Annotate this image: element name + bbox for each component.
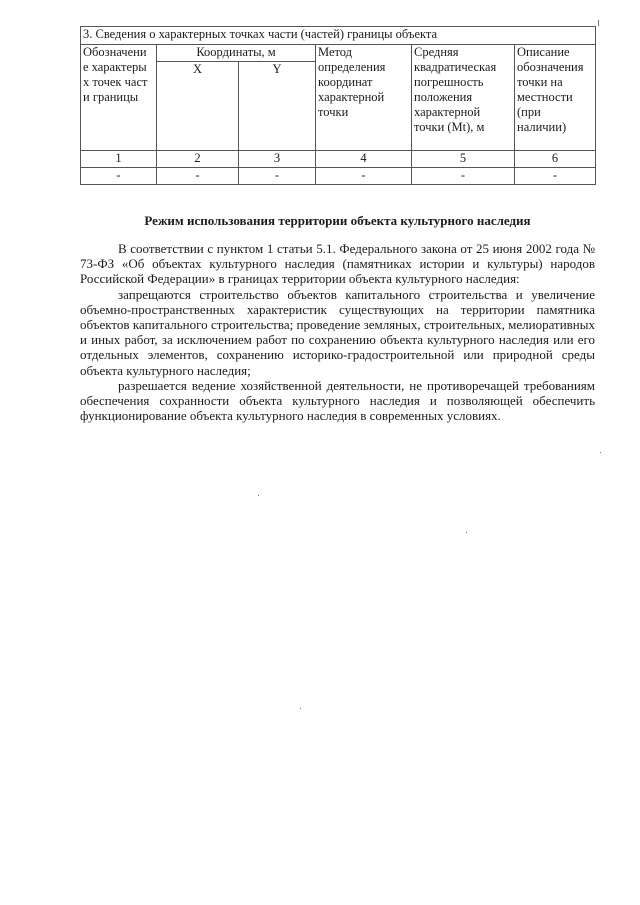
body-text: [80, 241, 595, 423]
column-number: 6: [515, 151, 596, 168]
empty-cell: -: [239, 168, 316, 185]
header-error: Средняя квадратическая погрешность положения характерной точки (Mt), м: [412, 45, 515, 151]
paragraph-intro: В соответствии с пунктом 1 статьи 5.1. Федерального закона от 25 июня 2002 года № 73-ФЗ «Об объектах культурного наследия (памятниках истории и культуры) народов Российской Федерации» в границах территории объекта культурного наследия:: [80, 241, 595, 287]
header-designation: Обозначени е характеры х точек части границы: [81, 45, 157, 151]
paragraph-prohibitions: запрещаются строительство объектов капитального строительства и увеличение объемно-пространственных характеристик существующих на территории памятника объектов капитального строительства; проведение земляных, строительных, мелиоративных и иных работ, за исключением работ по сохранению объекта культурного наследия или его отдельных элементов, сохранению историко-градостроительной или природной среды объекта культурного наследия;: [80, 286, 595, 378]
scan-speck: [258, 495, 259, 496]
empty-cell: -: [316, 168, 412, 185]
scan-speck: [598, 20, 599, 26]
column-number: 2: [157, 151, 239, 168]
paragraph-permissions: разрешается ведение хозяйственной деятельности, не противоречащей требованиям обеспечения сохранности объекта культурного наследия и позволяющей обеспечить функционирование объекта культурного наследия в современных условиях.: [80, 377, 595, 424]
header-coordinates: Координаты, м: [157, 45, 316, 62]
column-number: 3: [239, 151, 316, 168]
empty-cell: -: [81, 168, 157, 185]
empty-cell: -: [412, 168, 515, 185]
header-y: Y: [239, 62, 316, 151]
empty-cell: -: [157, 168, 239, 185]
header-description: Описание обозначения точки на местности (при наличии): [515, 45, 596, 151]
table-section-title: 3. Сведения о характерных точках части (частей) границы объекта: [81, 27, 596, 45]
scan-speck: [466, 532, 467, 533]
table-row: [81, 151, 596, 168]
scan-speck: [300, 708, 301, 709]
section-heading: Режим использования территории объекта культурного наследия: [144, 213, 531, 228]
empty-cell: -: [515, 168, 596, 185]
scan-speck: [600, 452, 601, 453]
column-number: 4: [316, 151, 412, 168]
characteristic-points-table: [80, 26, 596, 185]
header-x: X: [157, 62, 239, 151]
table-row: [81, 168, 596, 185]
column-number: 5: [412, 151, 515, 168]
header-method: Метод определения координат характерной точки: [316, 45, 412, 151]
column-number: 1: [81, 151, 157, 168]
